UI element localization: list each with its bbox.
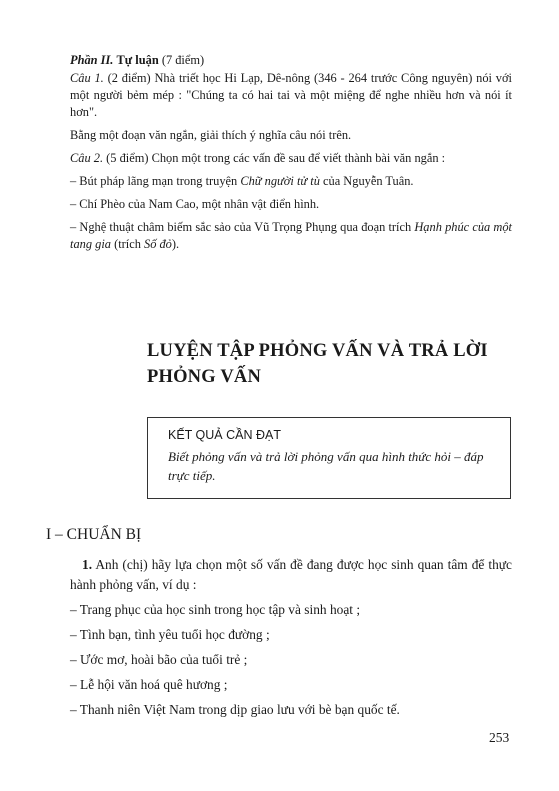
question-2-label: Câu 2.	[70, 151, 104, 165]
part-label: Phần II.	[70, 53, 114, 67]
option-3-novel-title: Số đỏ	[144, 237, 172, 251]
page-number: 253	[489, 730, 510, 745]
option-3-paren: (trích	[110, 237, 144, 251]
option-3-close: ).	[171, 237, 180, 251]
option-1-text: – Bút pháp lãng mạn trong truyện	[70, 174, 241, 188]
part-points: (7 điểm)	[158, 53, 205, 67]
question-2	[70, 150, 512, 167]
option-2: – Chí Phèo của Nam Cao, một nhân vật điển hình.	[70, 197, 320, 211]
list-item: – Thanh niên Việt Nam trong dịp giao lưu với bè bạn quốc tế.	[70, 702, 400, 717]
question-1-text: (2 điểm) Nhà triết học Hi Lạp, Dê-nông (346 - 264 trước Công nguyên) nói với một người bẻm mép : "Chúng ta có hai tai và một miệng để nghe nhiều hơn và nói ít hơn".	[70, 71, 512, 119]
question-1-task: Bằng một đoạn văn ngắn, giải thích ý nghĩa câu nói trên.	[70, 128, 352, 142]
option-1-author: của Nguyễn Tuân.	[319, 174, 414, 188]
section-1-paragraph-1	[58, 555, 512, 595]
objectives-heading: KẾT QUẢ CẦN ĐẠT	[168, 428, 281, 442]
part-two-heading	[70, 52, 512, 69]
section-1-body	[70, 555, 512, 720]
question-1-label: Câu 1.	[70, 71, 104, 85]
list-item: – Trang phục của học sinh trong học tập và sinh hoạt ;	[70, 602, 361, 617]
option-1	[70, 173, 512, 190]
option-3-excerpt-title: Hạnh phúc của một tang gia	[70, 220, 512, 251]
question-1	[70, 70, 512, 121]
section-1-heading: I – CHUẨN BỊ	[46, 526, 142, 543]
option-3-text: – Nghệ thuật châm biếm sắc sảo của Vũ Trọng Phụng qua đoạn trích	[70, 220, 415, 234]
option-1-work-title: Chữ người tử tù	[240, 174, 320, 188]
question-2-text: (5 điểm) Chọn một trong các vấn đề sau để viết thành bài văn ngắn :	[103, 151, 446, 165]
list-item: – Lễ hội văn hoá quê hương ;	[70, 677, 228, 692]
list-item: – Ước mơ, hoài bão của tuổi trẻ ;	[70, 652, 248, 667]
objectives-text: Biết phỏng vấn và trả lời phỏng vấn qua hình thức hỏi – đáp trực tiếp.	[168, 449, 484, 483]
option-3	[70, 219, 512, 253]
lesson-title: LUYỆN TẬP PHỎNG VẤN VÀ TRẢ LỜI PHỎNG VẤN	[147, 341, 488, 387]
paragraph-number: 1.	[82, 557, 93, 572]
list-item: – Tình bạn, tình yêu tuổi học đường ;	[70, 627, 270, 642]
objectives-box	[147, 417, 511, 499]
part-title: Tự luận	[116, 53, 159, 67]
paragraph-text: Anh (chị) hãy lựa chọn một số vấn đề đang được học sinh quan tâm để thực hành phỏng vấn, ví dụ :	[70, 557, 512, 592]
part-two-exam-section	[70, 52, 512, 253]
